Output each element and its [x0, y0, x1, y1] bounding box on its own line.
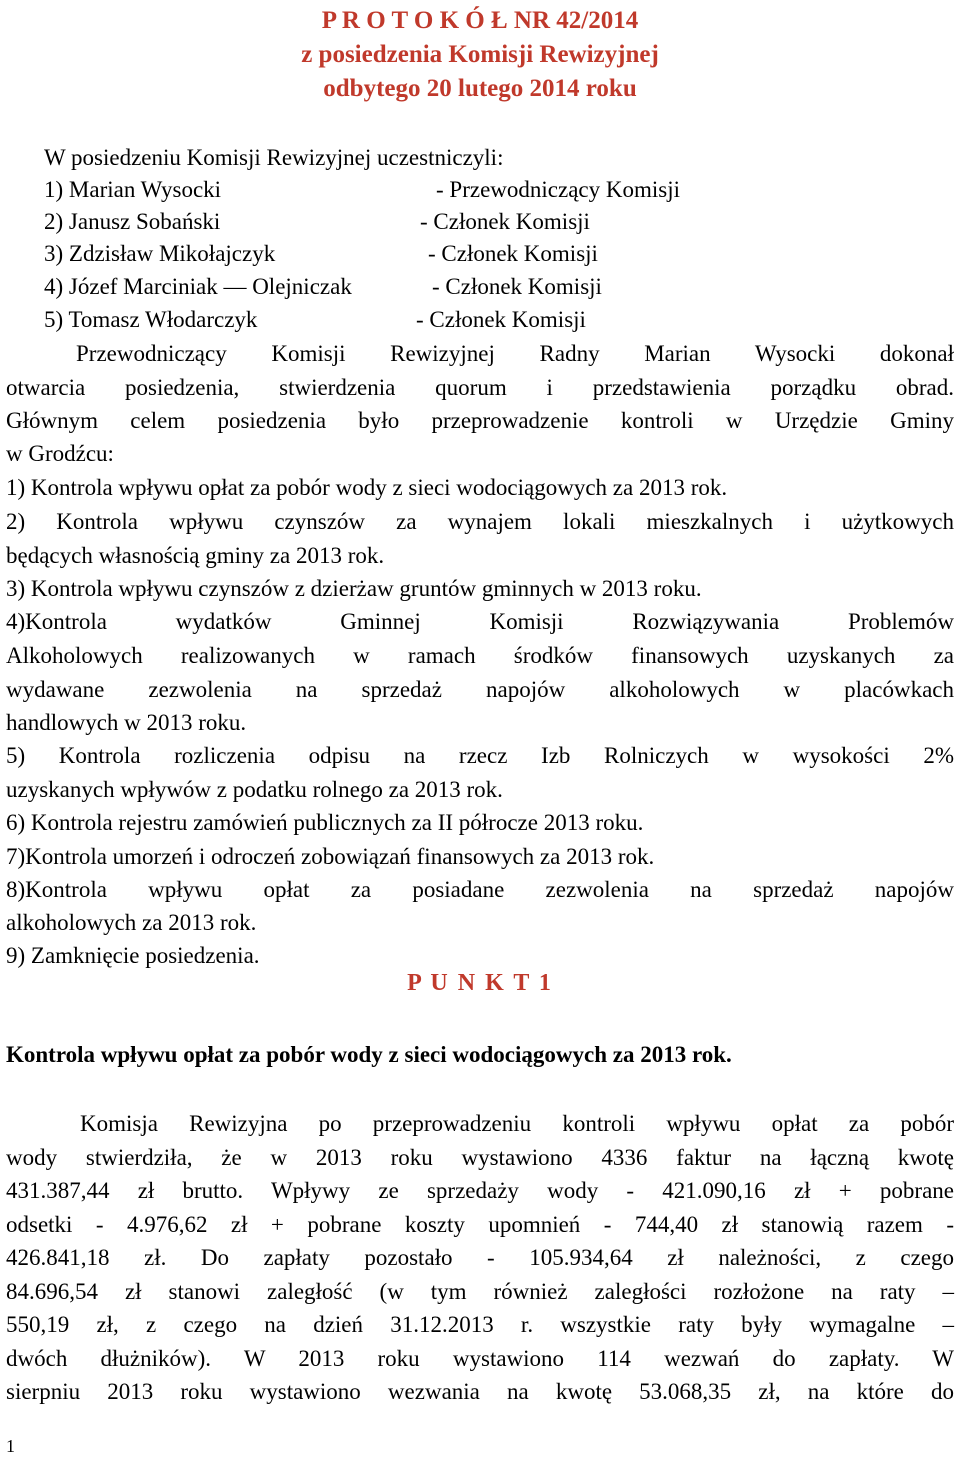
section-paragraph-line: Komisja Rewizyjna po przeprowadzeniu kontroli wpływu opłat za pobór — [80, 1111, 954, 1136]
section-paragraph-line: 84.696,54 zł stanowi zaległość (w tym również zaległości rozłożone na raty – — [6, 1279, 954, 1304]
section-paragraph-line: wody stwierdziła, że w 2013 roku wystawiono 4336 faktur na łączną kwotę — [6, 1145, 954, 1170]
agenda-item: alkoholowych za 2013 rok. — [6, 910, 257, 935]
agenda-item: 7)Kontrola umorzeń i odroczeń zobowiązań finansowych za 2013 rok. — [6, 844, 655, 869]
section-paragraph-line: sierpniu 2013 roku wystawiono wezwania na kwotę 53.068,35 zł, na które do — [6, 1379, 954, 1404]
member-name: 2) Janusz Sobański — [44, 209, 221, 234]
agenda-item: handlowych w 2013 roku. — [6, 710, 247, 735]
section-heading: Kontrola wpływu opłat za pobór wody z sieci wodociągowych za 2013 rok. — [6, 1042, 732, 1067]
document-title: P R O T O K Ó Ł NR 42/2014 — [321, 7, 639, 34]
section-paragraph-line: 550,19 zł, z czego na dzień 31.12.2013 r. wszystkie raty były wymagalne – — [6, 1312, 954, 1337]
meeting-date: odbytego 20 lutego 2014 roku — [323, 75, 637, 102]
agenda-item: Alkoholowych realizowanych w ramach środków finansowych uzyskanych za — [6, 643, 954, 668]
agenda-item: 4)Kontrola wydatków Gminnej Komisji Rozwiązywania Problemów — [6, 609, 954, 634]
agenda-item: będących własnością gminy za 2013 rok. — [6, 543, 385, 568]
document-subtitle: z posiedzenia Komisji Rewizyjnej — [301, 41, 659, 68]
agenda-item: 2) Kontrola wpływu czynszów za wynajem lokali mieszkalnych i użytkowych — [6, 509, 954, 534]
member-role: - Przewodniczący Komisji — [436, 177, 680, 202]
agenda-item: 6) Kontrola rejestru zamówień publicznych za II półrocze 2013 roku. — [6, 810, 644, 835]
agenda-item: 8)Kontrola wpływu opłat za posiadane zezwolenia na sprzedaż napojów — [6, 877, 954, 902]
agenda-item: 5) Kontrola rozliczenia odpisu na rzecz Izb Rolniczych w wysokości 2% — [6, 743, 954, 768]
agenda-item: wydawane zezwolenia na sprzedaż napojów alkoholowych w placówkach — [6, 677, 954, 702]
section-paragraph-line: odsetki - 4.976,62 zł + pobrane koszty upomnień - 744,40 zł stanowią razem - — [6, 1212, 954, 1237]
member-name: 4) Józef Marciniak — Olejniczak — [44, 274, 352, 299]
attendance-intro: W posiedzeniu Komisji Rewizyjnej uczestniczyli: — [44, 145, 504, 170]
opening-line: w Grodźcu: — [6, 441, 114, 466]
member-role: - Członek Komisji — [416, 307, 586, 332]
section-paragraph-line: 431.387,44 zł brutto. Wpływy ze sprzedaży wody - 421.090,16 zł + pobrane — [6, 1178, 954, 1203]
agenda-item: 9) Zamknięcie posiedzenia. — [6, 943, 260, 968]
opening-line: otwarcia posiedzenia, stwierdzenia quorum i przedstawienia porządku obrad. — [6, 375, 954, 400]
page-number: 1 — [6, 1436, 15, 1456]
member-name: 1) Marian Wysocki — [44, 177, 222, 202]
agenda-item: 3) Kontrola wpływu czynszów z dzierżaw gruntów gminnych w 2013 roku. — [6, 576, 702, 601]
opening-line: Głównym celem posiedzenia było przeprowadzenie kontroli w Urzędzie Gminy — [6, 408, 954, 433]
member-role: - Członek Komisji — [420, 209, 590, 234]
section-paragraph-line: dwóch dłużników). W 2013 roku wystawiono 114 wezwań do zapłaty. W — [6, 1346, 954, 1371]
section-label: P U N K T 1 — [407, 970, 553, 996]
member-role: - Członek Komisji — [432, 274, 602, 299]
member-name: 5) Tomasz Włodarczyk — [44, 307, 258, 332]
agenda-item: 1) Kontrola wpływu opłat za pobór wody z sieci wodociągowych za 2013 rok. — [6, 475, 728, 500]
member-name: 3) Zdzisław Mikołajczyk — [44, 241, 276, 266]
agenda-item: uzyskanych wpływów z podatku rolnego za 2013 rok. — [6, 777, 503, 802]
section-paragraph-line: 426.841,18 zł. Do zapłaty pozostało - 105.934,64 zł należności, z czego — [6, 1245, 954, 1270]
member-role: - Członek Komisji — [428, 241, 598, 266]
opening-line: Przewodniczący Komisji Rewizyjnej Radny Marian Wysocki dokonał — [76, 341, 954, 366]
